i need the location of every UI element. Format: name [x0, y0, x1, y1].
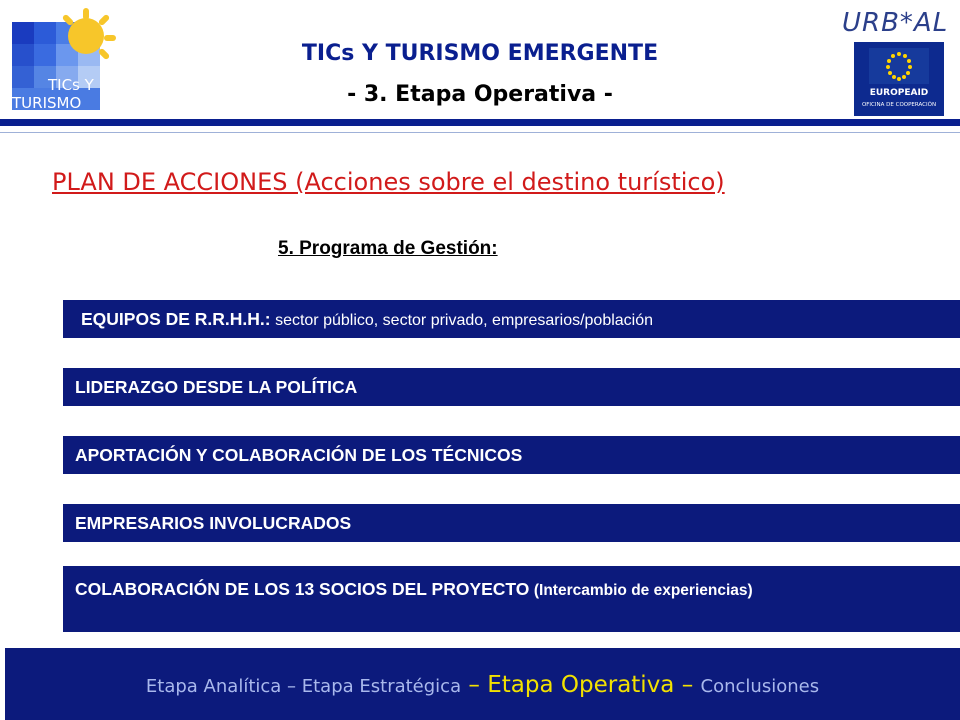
footer-stage-analitica-estrategica: Etapa Analítica – Etapa Estratégica [145, 676, 462, 697]
europeaid-office-label: OFICINA DE COOPERACIÓN [861, 102, 937, 108]
action-detail: sector público, sector privado, empresarios/población [275, 312, 654, 329]
header-rule [0, 119, 960, 126]
footer-stage-text [5, 672, 960, 698]
page-title: TICs Y TURISMO EMERGENTE [301, 41, 659, 66]
logo-line-1: TICs Y [48, 76, 94, 94]
action-bar-empresarios [63, 504, 960, 542]
europeaid-badge [854, 42, 944, 116]
page-subtitle: - 3. Etapa Operativa - [347, 82, 613, 107]
action-bar-liderazgo [63, 368, 960, 406]
section-heading: PLAN DE ACCIONES (Acciones sobre el destino turístico) [52, 168, 725, 196]
europeaid-label: EUROPEAID [869, 88, 929, 98]
action-main: APORTACIÓN Y COLABORACIÓN DE LOS TÉCNICOS [75, 445, 523, 465]
footer-stage-current [461, 672, 700, 698]
urbal-brand: URB*AL [842, 8, 949, 38]
urbal-europeaid-logo [830, 6, 950, 122]
footer-separator: – [461, 672, 488, 698]
action-bar-rrhh [63, 300, 960, 338]
program-title: 5. Programa de Gestión: [278, 238, 498, 259]
action-main: COLABORACIÓN DE LOS 13 SOCIOS DEL PROYECTO [75, 579, 530, 599]
footer-stage-nav [5, 648, 960, 720]
action-main: EMPRESARIOS INVOLUCRADOS [75, 513, 352, 533]
header-thin-rule [0, 132, 960, 133]
action-main: LIDERAZGO DESDE LA POLÍTICA [75, 377, 358, 397]
tics-turismo-logo [8, 8, 118, 118]
action-bar-socios [63, 566, 960, 632]
action-bar-tecnicos [63, 436, 960, 474]
action-main: EQUIPOS DE R.R.H.H.: [81, 309, 271, 329]
logo-line-2: TURISMO [12, 94, 82, 112]
footer-current-label: Etapa Operativa [487, 672, 675, 698]
footer-stage-conclusiones: Conclusiones [700, 676, 820, 697]
action-detail: (Intercambio de experiencias) [533, 582, 753, 599]
footer-separator: – [674, 672, 701, 698]
eu-flag-icon [869, 48, 929, 84]
